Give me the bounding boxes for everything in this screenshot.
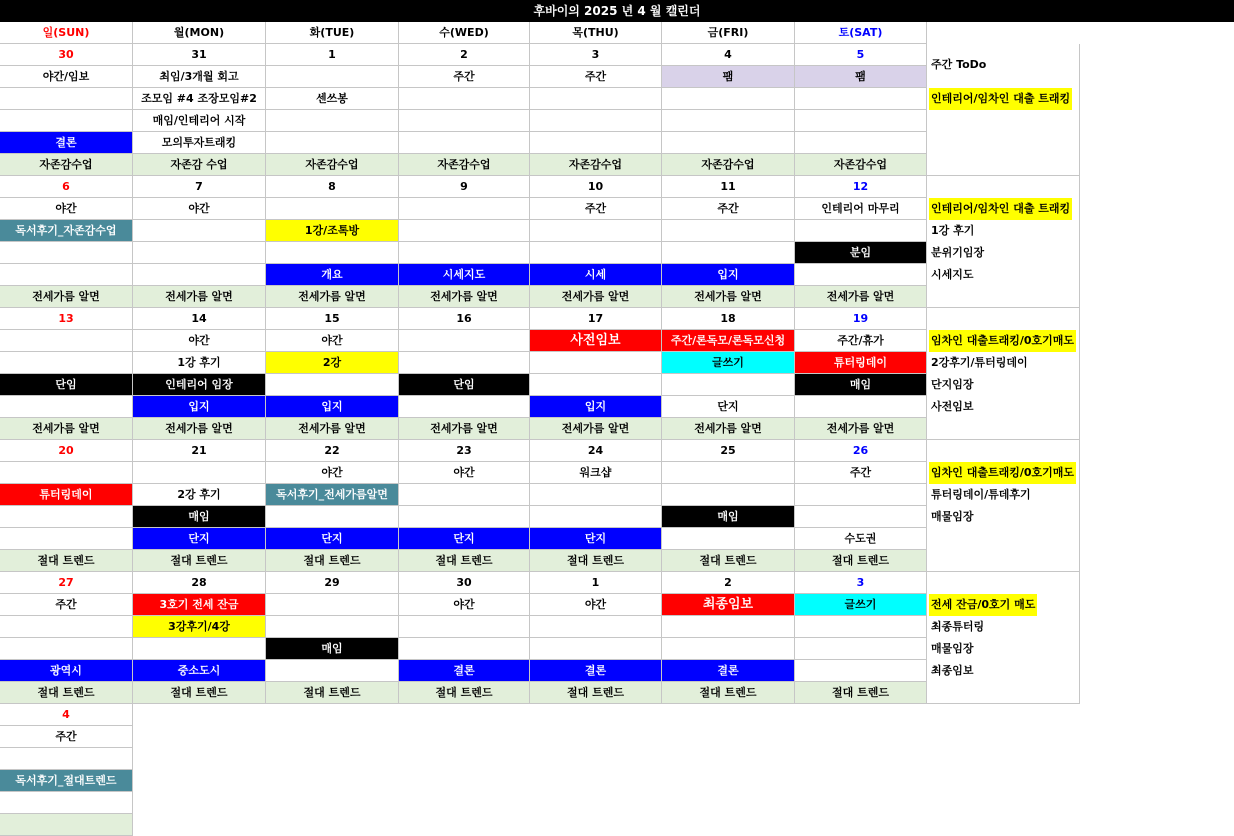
event-row	[0, 374, 1080, 396]
course-band-cell[interactable]: 절대 트렌드	[0, 682, 133, 704]
date-cell[interactable]: 16	[399, 308, 530, 330]
empty-cell[interactable]	[133, 220, 266, 242]
event-row	[0, 132, 1080, 154]
event-cell[interactable]: 단임	[0, 374, 133, 396]
event-row	[0, 242, 1080, 264]
event-cell[interactable]: 야간	[266, 462, 399, 484]
date-cell[interactable]: 13	[0, 308, 133, 330]
event-row	[0, 198, 1080, 220]
course-band-row	[0, 154, 1080, 176]
todo-item: 인테리어/임차인 대출 트래킹	[929, 88, 1072, 110]
course-band-cell[interactable]: 절대 트렌드	[530, 682, 662, 704]
empty-cell[interactable]	[530, 110, 662, 132]
event-row	[0, 66, 1080, 88]
weekday-header[interactable]: 월(MON)	[133, 22, 266, 44]
empty-cell[interactable]	[0, 110, 133, 132]
empty-cell[interactable]	[795, 88, 927, 110]
todo-item: 최종튜터링	[931, 620, 985, 633]
empty-cell[interactable]	[266, 594, 399, 616]
date-cell[interactable]: 29	[266, 572, 399, 594]
empty-cell[interactable]	[0, 616, 133, 638]
course-band-cell[interactable]: 전세가름 알면	[0, 286, 133, 308]
course-band-row	[0, 418, 1080, 440]
empty-cell[interactable]	[662, 462, 795, 484]
event-cell[interactable]: 주간/휴가	[795, 330, 927, 352]
empty-cell[interactable]	[399, 330, 530, 352]
course-band-cell[interactable]: 절대 트렌드	[662, 682, 795, 704]
course-band-cell[interactable]: 자존감수업	[795, 154, 927, 176]
course-band-cell[interactable]: 절대 트렌드	[530, 550, 662, 572]
empty-cell[interactable]	[662, 528, 795, 550]
date-cell[interactable]: 20	[0, 440, 133, 462]
event-cell[interactable]: 1강 후기	[133, 352, 266, 374]
empty-cell[interactable]	[399, 638, 530, 660]
date-row	[0, 572, 1080, 594]
date-cell[interactable]: 5	[795, 44, 927, 66]
empty-cell[interactable]	[266, 660, 399, 682]
todo-item: 분위기임장	[931, 246, 985, 259]
todo-item: 튜터링데이/튜데후기	[931, 488, 1031, 501]
date-cell[interactable]: 30	[0, 44, 133, 66]
date-cell[interactable]: 19	[795, 308, 927, 330]
event-cell[interactable]: 분임	[795, 242, 927, 264]
date-cell[interactable]: 27	[0, 572, 133, 594]
course-band-cell[interactable]: 전세가름 알면	[399, 286, 530, 308]
empty-cell[interactable]	[399, 242, 530, 264]
event-cell[interactable]: 주간	[399, 66, 530, 88]
empty-cell[interactable]	[0, 396, 133, 418]
empty-cell[interactable]	[530, 132, 662, 154]
calendar-title: 후바이의 2025 년 4 월 캘린더	[0, 0, 1234, 22]
event-cell[interactable]: 주간	[0, 594, 133, 616]
empty-cell[interactable]	[530, 484, 662, 506]
event-cell[interactable]: 수도권	[795, 528, 927, 550]
event-cell[interactable]: 3강후기/4강	[133, 616, 266, 638]
event-cell[interactable]: 최임/3개월 회고	[133, 66, 266, 88]
event-cell[interactable]: 야간	[399, 462, 530, 484]
event-cell[interactable]: 입지	[133, 396, 266, 418]
empty-cell[interactable]	[662, 242, 795, 264]
empty-cell[interactable]	[530, 374, 662, 396]
event-row	[0, 88, 1080, 110]
date-cell[interactable]: 1	[266, 44, 399, 66]
event-row	[0, 748, 1080, 770]
empty-cell[interactable]	[530, 88, 662, 110]
event-cell[interactable]: 개요	[266, 264, 399, 286]
empty-cell[interactable]	[0, 352, 133, 374]
event-cell[interactable]: 야간	[266, 330, 399, 352]
event-row	[0, 396, 1080, 418]
course-band-cell[interactable]: 전세가름 알면	[0, 418, 133, 440]
event-row	[0, 462, 1080, 484]
event-cell[interactable]: 단지	[399, 528, 530, 550]
empty-cell[interactable]	[399, 616, 530, 638]
empty-cell[interactable]	[133, 242, 266, 264]
event-row	[0, 616, 1080, 638]
empty-cell[interactable]	[399, 220, 530, 242]
empty-cell[interactable]	[795, 396, 927, 418]
date-cell[interactable]: 6	[0, 176, 133, 198]
course-band-cell[interactable]: 전세가름 알면	[530, 286, 662, 308]
event-row	[0, 352, 1080, 374]
empty-cell[interactable]	[266, 374, 399, 396]
empty-cell[interactable]	[266, 198, 399, 220]
event-cell[interactable]: 튜터링데이	[0, 484, 133, 506]
empty-cell[interactable]	[0, 506, 133, 528]
todo-item: 매물임장	[931, 510, 974, 523]
weekly-todo-box	[927, 44, 1080, 176]
weekday-header[interactable]: 목(THU)	[530, 22, 662, 44]
event-cell[interactable]: 야간/임보	[0, 66, 133, 88]
event-cell[interactable]: 매임/인테리어 시작	[133, 110, 266, 132]
course-band-cell[interactable]: 자존감 수업	[133, 154, 266, 176]
date-cell[interactable]: 3	[530, 44, 662, 66]
event-cell[interactable]: 글쓰기	[662, 352, 795, 374]
event-row	[0, 770, 1080, 792]
date-cell[interactable]: 23	[399, 440, 530, 462]
event-cell[interactable]: 주간	[0, 726, 133, 748]
course-band-cell[interactable]: 자존감수업	[530, 154, 662, 176]
event-row	[0, 220, 1080, 242]
empty-cell[interactable]	[266, 242, 399, 264]
date-cell[interactable]: 7	[133, 176, 266, 198]
empty-cell[interactable]	[0, 638, 133, 660]
date-row	[0, 176, 1080, 198]
event-cell[interactable]: 3호기 전세 잔금	[133, 594, 266, 616]
date-cell[interactable]: 14	[133, 308, 266, 330]
weekly-todo-box	[927, 572, 1080, 704]
event-cell[interactable]: 입지	[530, 396, 662, 418]
date-cell[interactable]: 10	[530, 176, 662, 198]
event-cell[interactable]: 매임	[133, 506, 266, 528]
course-band-cell[interactable]: 절대 트렌드	[266, 682, 399, 704]
empty-cell[interactable]	[133, 638, 266, 660]
empty-cell[interactable]	[662, 220, 795, 242]
event-cell[interactable]: 팸	[662, 66, 795, 88]
date-cell[interactable]: 12	[795, 176, 927, 198]
course-band-row	[0, 682, 1080, 704]
event-cell[interactable]: 주간/론독모/론독모신청	[662, 330, 795, 352]
todo-item: 인테리어/임차인 대출 트래킹	[929, 198, 1072, 220]
course-band-cell[interactable]: 절대 트렌드	[133, 550, 266, 572]
event-cell[interactable]: 팸	[795, 66, 927, 88]
event-row	[0, 528, 1080, 550]
empty-cell[interactable]	[133, 462, 266, 484]
empty-cell[interactable]	[0, 528, 133, 550]
empty-cell[interactable]	[266, 110, 399, 132]
date-cell[interactable]: 9	[399, 176, 530, 198]
course-band-row	[0, 286, 1080, 308]
empty-cell[interactable]	[399, 484, 530, 506]
event-cell[interactable]: 조모임 #4 조장모임#2	[133, 88, 266, 110]
course-band-cell[interactable]: 절대 트렌드	[795, 550, 927, 572]
todo-item: 시세지도	[931, 268, 974, 281]
empty-cell[interactable]	[662, 132, 795, 154]
course-band-row	[0, 814, 1080, 836]
empty-cell[interactable]	[662, 616, 795, 638]
event-cell[interactable]: 2강 후기	[133, 484, 266, 506]
empty-cell[interactable]	[530, 616, 662, 638]
event-cell[interactable]: 인테리어 임장	[133, 374, 266, 396]
empty-cell[interactable]	[0, 330, 133, 352]
course-band-cell[interactable]: 전세가름 알면	[266, 286, 399, 308]
event-cell[interactable]: 독서후기_절대트렌드	[0, 770, 133, 792]
event-cell[interactable]: 시세	[530, 264, 662, 286]
event-cell[interactable]: 결론	[662, 660, 795, 682]
empty-cell[interactable]	[530, 506, 662, 528]
event-cell[interactable]: 주간	[795, 462, 927, 484]
empty-cell[interactable]	[662, 110, 795, 132]
event-cell[interactable]: 중소도시	[133, 660, 266, 682]
date-cell[interactable]: 1	[530, 572, 662, 594]
date-cell[interactable]: 8	[266, 176, 399, 198]
event-cell[interactable]: 광역시	[0, 660, 133, 682]
course-band-cell[interactable]: 전세가름 알면	[133, 418, 266, 440]
event-cell[interactable]: 센쓰봉	[266, 88, 399, 110]
empty-cell[interactable]	[662, 88, 795, 110]
course-band-cell[interactable]: 절대 트렌드	[399, 550, 530, 572]
date-cell[interactable]: 15	[266, 308, 399, 330]
empty-cell[interactable]	[266, 616, 399, 638]
event-row	[0, 792, 1080, 814]
course-band-cell[interactable]: 자존감수업	[0, 154, 133, 176]
empty-cell[interactable]	[266, 506, 399, 528]
date-cell[interactable]: 2	[399, 44, 530, 66]
empty-cell[interactable]	[795, 110, 927, 132]
date-row	[0, 440, 1080, 462]
event-cell[interactable]: 결론	[530, 660, 662, 682]
empty-cell[interactable]	[266, 66, 399, 88]
event-cell[interactable]: 단지	[530, 528, 662, 550]
weekly-todo-box	[927, 440, 1080, 572]
event-cell[interactable]: 주간	[530, 66, 662, 88]
event-cell[interactable]: 매임	[266, 638, 399, 660]
event-row	[0, 264, 1080, 286]
empty-cell[interactable]	[662, 374, 795, 396]
event-cell[interactable]: 2강	[266, 352, 399, 374]
date-cell[interactable]: 31	[133, 44, 266, 66]
event-cell[interactable]: 인테리어 마무리	[795, 198, 927, 220]
course-band-cell[interactable]: 전세가름 알면	[133, 286, 266, 308]
todo-item: 1강 후기	[931, 224, 975, 237]
course-band-cell[interactable]: 전세가름 알면	[399, 418, 530, 440]
empty-cell[interactable]	[399, 110, 530, 132]
empty-cell[interactable]	[795, 220, 927, 242]
weekday-header-row	[0, 22, 1080, 44]
empty-cell[interactable]	[399, 396, 530, 418]
weekly-todo-box	[927, 308, 1080, 440]
event-cell[interactable]: 최종임보	[662, 594, 795, 616]
weekday-header[interactable]: 금(FRI)	[662, 22, 795, 44]
empty-cell[interactable]	[399, 88, 530, 110]
todo-title: 주간 ToDo	[931, 58, 987, 71]
event-cell[interactable]: 매임	[662, 506, 795, 528]
date-cell[interactable]: 28	[133, 572, 266, 594]
todo-item: 임차인 대출트래킹/0호기매도	[929, 330, 1076, 352]
empty-cell[interactable]	[399, 352, 530, 374]
empty-cell[interactable]	[795, 660, 927, 682]
empty-cell[interactable]	[0, 88, 133, 110]
course-band-cell[interactable]: 전세가름 알면	[795, 286, 927, 308]
course-band-cell[interactable]: 전세가름 알면	[530, 418, 662, 440]
event-row	[0, 506, 1080, 528]
event-cell[interactable]: 결론	[399, 660, 530, 682]
empty-cell[interactable]	[0, 264, 133, 286]
event-cell[interactable]: 입지	[266, 396, 399, 418]
empty-cell[interactable]	[0, 242, 133, 264]
date-cell[interactable]: 24	[530, 440, 662, 462]
weekly-todo-box	[927, 176, 1080, 308]
event-cell[interactable]: 야간	[399, 594, 530, 616]
date-cell[interactable]: 3	[795, 572, 927, 594]
empty-cell[interactable]	[399, 132, 530, 154]
event-cell[interactable]: 글쓰기	[795, 594, 927, 616]
empty-cell[interactable]	[662, 484, 795, 506]
event-cell[interactable]: 워크샵	[530, 462, 662, 484]
empty-cell[interactable]	[530, 352, 662, 374]
date-cell[interactable]: 30	[399, 572, 530, 594]
event-cell[interactable]: 매임	[795, 374, 927, 396]
date-cell[interactable]: 18	[662, 308, 795, 330]
event-cell[interactable]: 주간	[530, 198, 662, 220]
todo-item: 2강후기/튜터링데이	[931, 356, 1028, 369]
empty-cell[interactable]	[662, 638, 795, 660]
event-cell[interactable]: 단지	[266, 528, 399, 550]
event-cell[interactable]: 1강/조톡방	[266, 220, 399, 242]
event-cell[interactable]: 독서후기_전세가름알면	[266, 484, 399, 506]
empty-cell[interactable]	[0, 462, 133, 484]
empty-cell[interactable]	[795, 264, 927, 286]
event-row	[0, 726, 1080, 748]
event-row	[0, 330, 1080, 352]
course-band-row	[0, 550, 1080, 572]
event-row	[0, 660, 1080, 682]
course-band-cell[interactable]: 전세가름 알면	[795, 418, 927, 440]
event-row	[0, 594, 1080, 616]
event-cell[interactable]: 시세지도	[399, 264, 530, 286]
date-cell[interactable]: 25	[662, 440, 795, 462]
event-cell[interactable]: 야간	[133, 330, 266, 352]
empty-cell[interactable]	[266, 132, 399, 154]
course-band-cell[interactable]: 절대 트렌드	[133, 682, 266, 704]
event-cell[interactable]: 단지	[662, 396, 795, 418]
course-band-cell[interactable]: 자존감수업	[399, 154, 530, 176]
todo-item: 전세 잔금/0호기 매도	[929, 594, 1037, 616]
event-row	[0, 110, 1080, 132]
date-cell[interactable]: 26	[795, 440, 927, 462]
empty-cell[interactable]	[530, 220, 662, 242]
weekday-header[interactable]: 수(WED)	[399, 22, 530, 44]
course-band-cell[interactable]: 절대 트렌드	[266, 550, 399, 572]
event-cell[interactable]: 독서후기_자존감수업	[0, 220, 133, 242]
course-band-cell[interactable]: 전세가름 알면	[662, 418, 795, 440]
empty-cell[interactable]	[795, 638, 927, 660]
event-cell[interactable]: 야간	[133, 198, 266, 220]
date-row	[0, 44, 1080, 66]
event-row	[0, 484, 1080, 506]
date-cell[interactable]: 22	[266, 440, 399, 462]
event-cell[interactable]: 결론	[0, 132, 133, 154]
empty-cell[interactable]	[530, 638, 662, 660]
weekday-header[interactable]: 화(TUE)	[266, 22, 399, 44]
date-cell[interactable]: 11	[662, 176, 795, 198]
date-row	[0, 704, 1080, 726]
course-band-cell[interactable]: 자존감수업	[662, 154, 795, 176]
event-cell[interactable]: 단임	[399, 374, 530, 396]
course-band-cell[interactable]: 절대 트렌드	[662, 550, 795, 572]
date-cell[interactable]: 21	[133, 440, 266, 462]
empty-cell[interactable]	[399, 198, 530, 220]
event-cell[interactable]: 단지	[133, 528, 266, 550]
todo-item: 매물임장	[931, 642, 974, 655]
event-cell[interactable]: 야간	[0, 198, 133, 220]
course-band-cell[interactable]: 절대 트렌드	[0, 550, 133, 572]
course-band-cell[interactable]: 전세가름 알면	[266, 418, 399, 440]
course-band-cell[interactable]: 자존감수업	[266, 154, 399, 176]
date-cell[interactable]: 2	[662, 572, 795, 594]
empty-cell[interactable]	[795, 506, 927, 528]
empty-cell[interactable]	[530, 242, 662, 264]
empty-cell[interactable]	[0, 748, 133, 770]
event-cell[interactable]: 야간	[530, 594, 662, 616]
course-band-cell[interactable]: 절대 트렌드	[399, 682, 530, 704]
empty-cell[interactable]	[133, 264, 266, 286]
todo-item: 임차인 대출트래킹/0호기매도	[929, 462, 1076, 484]
course-band-cell[interactable]: 절대 트렌드	[795, 682, 927, 704]
event-row	[0, 638, 1080, 660]
todo-item: 단지임장	[931, 378, 974, 391]
event-cell[interactable]: 입지	[662, 264, 795, 286]
empty-cell[interactable]	[399, 506, 530, 528]
event-cell[interactable]: 사전임보	[530, 330, 662, 352]
empty-cell[interactable]	[795, 132, 927, 154]
todo-item: 최종임보	[931, 664, 974, 677]
todo-item: 사전임보	[931, 400, 974, 413]
course-band-cell[interactable]: 전세가름 알면	[662, 286, 795, 308]
course-band-cell[interactable]	[0, 814, 133, 836]
empty-cell[interactable]	[0, 792, 133, 814]
weekday-header[interactable]: 토(SAT)	[795, 22, 927, 44]
event-cell[interactable]: 튜터링데이	[795, 352, 927, 374]
date-cell[interactable]: 17	[530, 308, 662, 330]
date-cell[interactable]: 4	[0, 704, 133, 726]
date-row	[0, 308, 1080, 330]
event-cell[interactable]: 모의투자트래킹	[133, 132, 266, 154]
empty-cell[interactable]	[795, 484, 927, 506]
date-cell[interactable]: 4	[662, 44, 795, 66]
event-cell[interactable]: 주간	[662, 198, 795, 220]
weekday-header[interactable]: 일(SUN)	[0, 22, 133, 44]
empty-cell[interactable]	[795, 616, 927, 638]
